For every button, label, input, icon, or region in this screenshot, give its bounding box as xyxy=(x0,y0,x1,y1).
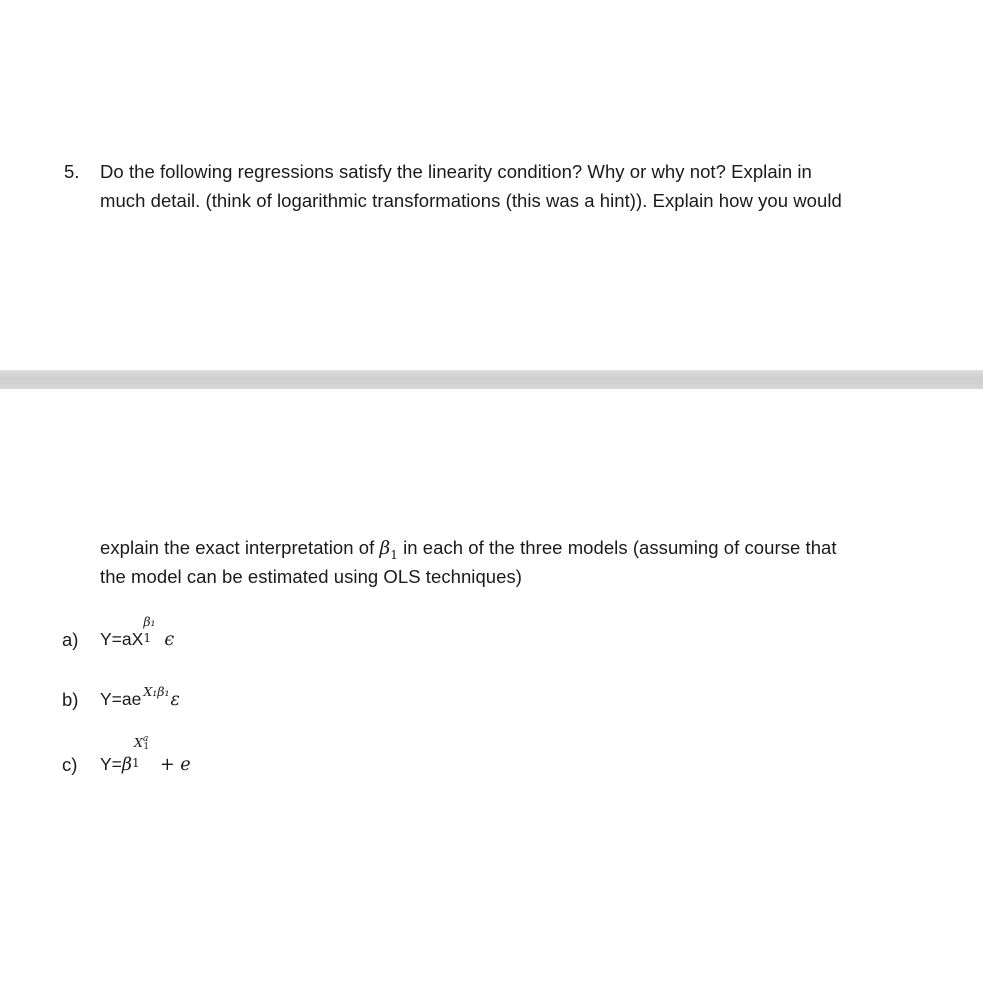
equation-b: Y=ae $^{X_1\beta_1}$ε xyxy=(100,684,180,710)
beta-symbol: $\beta_1$ xyxy=(379,538,398,562)
equation-b-label: b) xyxy=(62,689,79,710)
equation-a: Y=aX β₁ 1 ϵ xyxy=(100,614,175,650)
question-line-1: Do the following regressions satisfy the linearity condition? Why or why not? Explain in xyxy=(100,161,812,182)
question-line-2: much detail. (think of logarithmic transformations (this was a hint)). Explain how you would xyxy=(100,190,842,211)
question-line-4: the model can be estimated using OLS techniques) xyxy=(100,566,522,587)
question-line-3-after: in each of the three models (assuming of course that xyxy=(397,537,837,558)
equation-c-label: c) xyxy=(62,754,78,775)
equation-a-label: a) xyxy=(62,629,79,650)
question-number: 5. xyxy=(64,161,80,182)
page-divider xyxy=(0,370,983,389)
equation-c: Y=β $X^a1$ 1 + e xyxy=(100,734,191,775)
question-line-3 xyxy=(100,537,837,562)
question-line-3-before: explain the exact interpretation of xyxy=(100,537,380,558)
